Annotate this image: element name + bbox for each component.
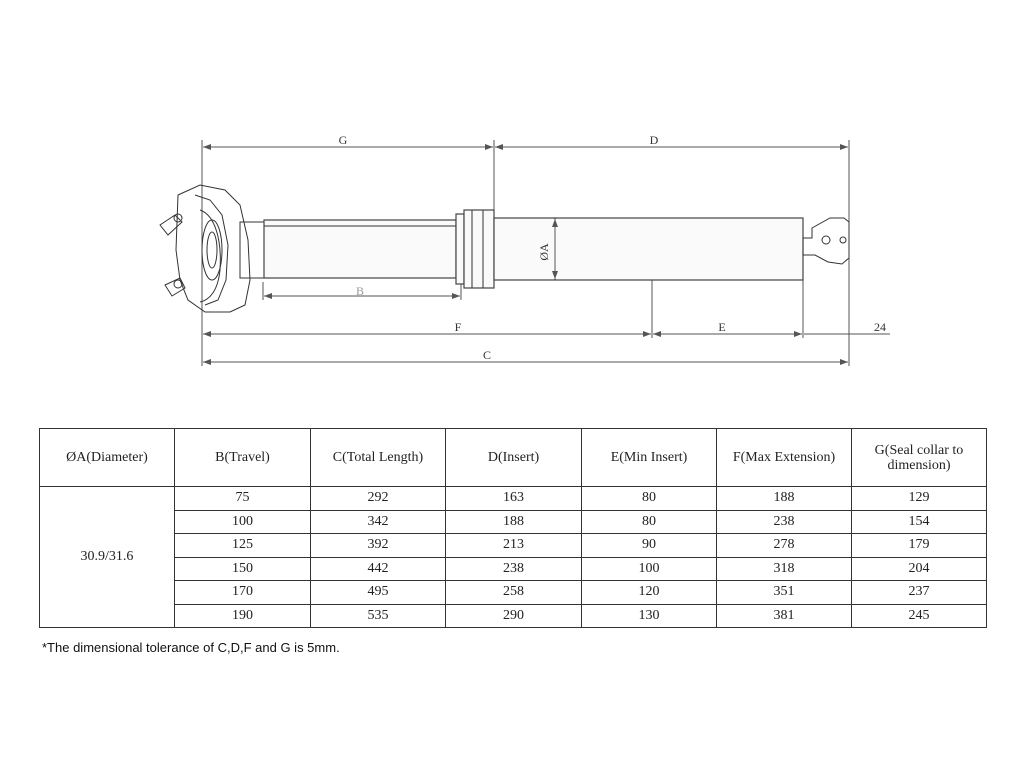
table-cell: 188	[717, 487, 852, 511]
table-cell: 100	[582, 557, 717, 581]
dimension-d	[495, 133, 848, 147]
table-cell: 150	[175, 557, 311, 581]
table-cell: 278	[717, 534, 852, 558]
table-cell: 351	[717, 581, 852, 605]
table-cell: 495	[311, 581, 446, 605]
table-cell: 170	[175, 581, 311, 605]
label-c: C	[482, 348, 492, 362]
table-cell: 318	[717, 557, 852, 581]
header-diameter: ØA(Diameter)	[40, 429, 175, 487]
table-cell: 258	[446, 581, 582, 605]
table-cell: 204	[852, 557, 987, 581]
table-header-row	[40, 429, 987, 487]
header-seal-collar: G(Seal collar to dimension)	[852, 429, 987, 487]
table-cell: 381	[717, 604, 852, 628]
table-cell: 125	[175, 534, 311, 558]
table-cell: 130	[582, 604, 717, 628]
table-row	[40, 581, 987, 605]
header-travel: B(Travel)	[175, 429, 311, 487]
label-a: ØA	[537, 243, 551, 261]
label-d: D	[649, 133, 659, 147]
dimension-b	[264, 284, 460, 298]
table-cell: 442	[311, 557, 446, 581]
table-row	[40, 557, 987, 581]
header-insert: D(Insert)	[446, 429, 582, 487]
label-24: 24	[874, 320, 886, 334]
dimension-e	[653, 320, 802, 334]
header-max-extension: F(Max Extension)	[717, 429, 852, 487]
table-cell: 80	[582, 487, 717, 511]
label-b: B	[355, 284, 365, 298]
table-cell: 245	[852, 604, 987, 628]
table-cell: 100	[175, 510, 311, 534]
table-cell: 163	[446, 487, 582, 511]
dimension-g	[203, 133, 493, 147]
table-cell: 75	[175, 487, 311, 511]
spec-table	[39, 428, 987, 628]
table-cell: 179	[852, 534, 987, 558]
table-cell: 190	[175, 604, 311, 628]
label-g: G	[338, 133, 348, 147]
table-cell: 188	[446, 510, 582, 534]
dimension-c	[203, 348, 848, 362]
table-cell: 80	[582, 510, 717, 534]
table-cell: 392	[311, 534, 446, 558]
table-cell: 120	[582, 581, 717, 605]
table-row	[40, 534, 987, 558]
table-cell: 342	[311, 510, 446, 534]
header-min-insert: E(Min Insert)	[582, 429, 717, 487]
table-cell: 290	[446, 604, 582, 628]
table-row	[40, 604, 987, 628]
dimension-24	[804, 320, 890, 334]
table-cell: 292	[311, 487, 446, 511]
dimension-f	[203, 320, 651, 334]
table-cell: 238	[717, 510, 852, 534]
tolerance-note: *The dimensional tolerance of C,D,F and G is 5mm.	[42, 640, 340, 655]
table-cell: 237	[852, 581, 987, 605]
table-row	[40, 487, 987, 511]
label-f: F	[454, 320, 462, 334]
table-cell: 90	[582, 534, 717, 558]
table-cell: 129	[852, 487, 987, 511]
table-cell: 154	[852, 510, 987, 534]
table-cell: 213	[446, 534, 582, 558]
diameter-cell: 30.9/31.6	[40, 487, 175, 628]
table-row	[40, 510, 987, 534]
table-cell: 535	[311, 604, 446, 628]
label-e: E	[718, 320, 726, 334]
table-cell: 238	[446, 557, 582, 581]
header-total-length: C(Total Length)	[311, 429, 446, 487]
